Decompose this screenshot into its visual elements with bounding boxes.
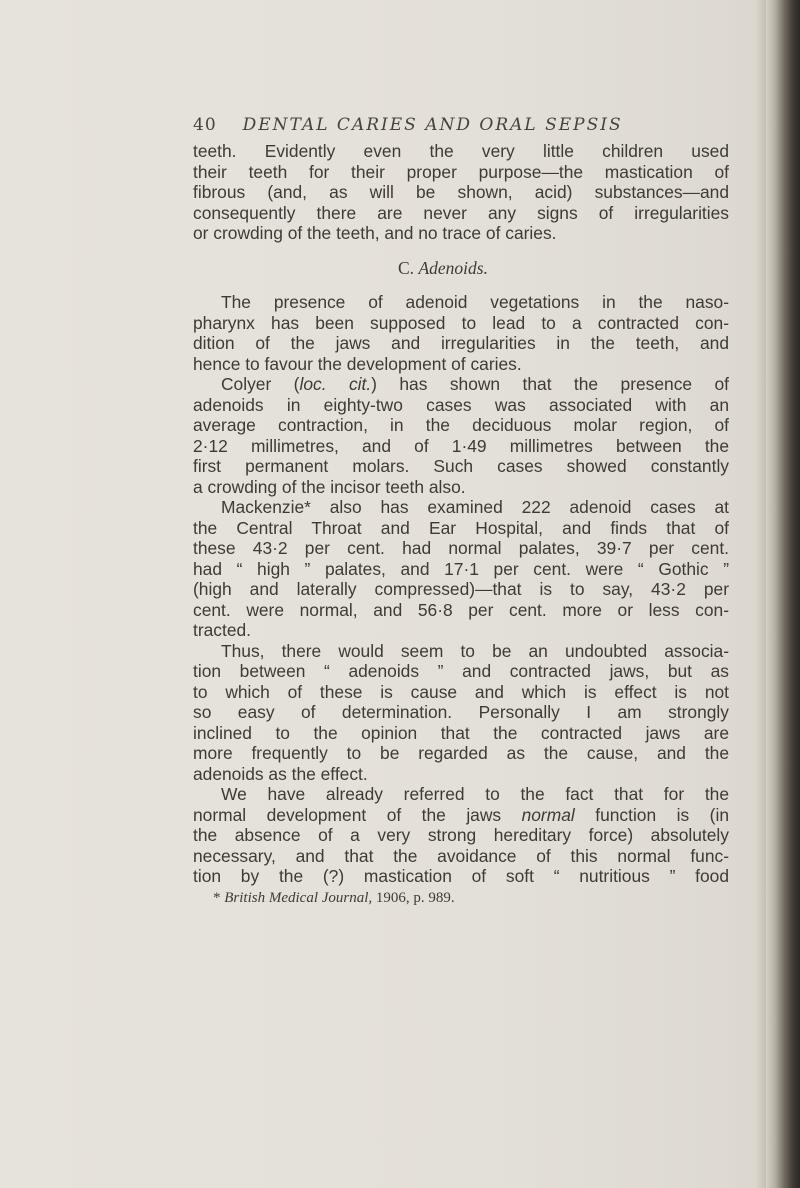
text-line: had “ high ” palates, and 17·1 per cent. were “ Gothic ” — [193, 558, 729, 579]
body-text — [193, 141, 729, 908]
footnote — [193, 888, 729, 908]
text-line: tion between “ adenoids ” and contracted jaws, but as — [193, 661, 729, 681]
running-title: DENTAL CARIES AND ORAL SEPSIS — [242, 115, 623, 135]
italic-emphasis: normal — [521, 804, 575, 825]
text-line: to which of these is cause and which is effect is not — [193, 681, 729, 702]
text-line: inclined to the opinion that the contracted jaws are — [193, 722, 729, 743]
text-run: Colyer ( — [221, 374, 300, 394]
text-line: the Central Throat and Ear Hospital, and finds that of — [193, 517, 729, 538]
text-line: tracted. — [193, 620, 251, 640]
text-run: function is (in — [574, 804, 729, 825]
running-header — [193, 115, 623, 135]
text-line: consequently there are never any signs of irregularities — [193, 202, 729, 223]
text-line: necessary, and that the avoidance of this normal func- — [193, 845, 729, 866]
text-line: teeth. Evidently even the very little children used — [193, 141, 729, 161]
text-line: adenoids in eighty-two cases was associated with an — [193, 394, 729, 415]
text-line: adenoids as the effect. — [193, 763, 368, 784]
text-line: The presence of adenoid vegetations in the naso- — [221, 292, 729, 312]
text-line: more frequently to be regarded as the cause, and the — [193, 743, 729, 763]
text-line: these 43·2 per cent. had normal palates, 39·7 per cent. — [193, 538, 729, 558]
text-line: pharynx has been supposed to lead to a contracted con- — [193, 312, 729, 333]
page-number: 40 — [193, 115, 217, 135]
section-label: C. — [398, 257, 415, 278]
text-line: fibrous (and, as will be shown, acid) substances—and — [193, 182, 729, 202]
text-line: their teeth for their proper purpose—the mastication of — [193, 161, 729, 182]
text-line — [193, 805, 729, 826]
text-run: normal development of the jaws — [193, 804, 522, 825]
text-line: hence to favour the development of caries. — [193, 353, 522, 374]
footnote-detail: 1906, p. 989. — [375, 889, 455, 906]
text-line: a crowding of the incisor teeth also. — [193, 476, 466, 497]
text-line: Mackenzie* also has examined 222 adenoid cases at — [221, 497, 729, 517]
book-spine — [766, 0, 800, 1188]
text-line: dition of the jaws and irregularities in the teeth, and — [193, 333, 729, 353]
text-line: or crowding of the teeth, and no trace of caries. — [193, 223, 557, 243]
page-shadow — [756, 0, 766, 1188]
section-heading — [193, 258, 729, 279]
text-line: cent. were normal, and 56·8 per cent. more or less con- — [193, 599, 729, 620]
text-line: so easy of determination. Personally I am strongly — [193, 702, 729, 722]
text-run: ) has shown that the presence of — [371, 374, 729, 394]
text-line: average contraction, in the deciduous molar region, of — [193, 415, 729, 435]
text-line: Thus, there would seem to be an undoubted associa- — [221, 640, 729, 661]
footnote-marker: * — [213, 889, 221, 906]
section-title: Adenoids. — [418, 257, 488, 278]
text-line — [193, 374, 729, 395]
text-line: 2·12 millimetres, and of 1·49 millimetres between the — [193, 435, 729, 456]
text-line: We have already referred to the fact that for the — [221, 784, 729, 804]
text-line: the absence of a very strong hereditary force) absolutely — [193, 825, 729, 845]
italic-citation: loc. cit. — [299, 374, 372, 394]
text-line: first permanent molars. Such cases showed constantly — [193, 456, 729, 476]
text-line: tion by the (?) mastication of soft “ nutritious ” food — [193, 866, 729, 886]
footnote-source: British Medical Journal, — [224, 889, 373, 906]
text-line: (high and laterally compressed)—that is to say, 43·2 per — [193, 579, 729, 599]
